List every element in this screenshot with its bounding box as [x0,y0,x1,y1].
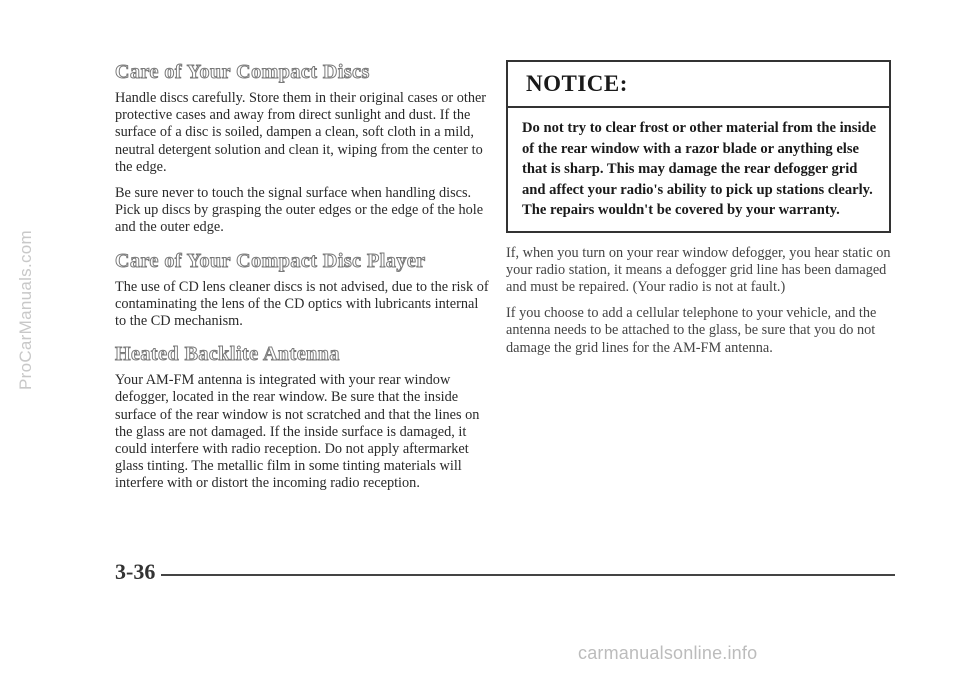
right-text [506,245,891,357]
paragraph: If, when you turn on your rear window defogger, you hear static on your radio station, it means a defogger grid line has been damaged and must be repaired. (Your radio is not at fault.) [506,244,891,295]
side-watermark: ProCarManuals.com [16,229,35,391]
paragraph: Be sure never to touch the signal surface when handling discs. Pick up discs by grasping the outer edges or the edge of the hole and the outer edge. [115,185,484,236]
section-title-player: Care of Your Compact Disc Player [115,249,426,272]
left-column [115,60,490,502]
page-footer [115,560,895,584]
bottom-watermark: carmanualsonline.info [578,643,758,663]
page-number: 3-36 [115,559,156,584]
notice-box [506,60,891,233]
paragraph: The use of CD lens cleaner discs is not advised, due to the risk of contaminating the lens of the CD optics with lubricants internal to the CD mechanism. [115,278,489,330]
section-title-antenna: Heated Backlite Antenna [115,343,340,366]
paragraph: If you choose to add a cellular telephone to your vehicle, and the antenna needs to be attached to the glass, be sure that you do not damage the grid lines for the AM-FM antenna. [506,305,877,356]
notice-heading: NOTICE: [508,62,889,108]
paragraph: Handle discs carefully. Store them in their original cases or other protective cases and away from direct sunlight and dust. If the surface of a disc is soiled, dampen a clean, soft cloth in a mild, neutral detergent solution and clean it, wiping from the center to the edge. [115,90,487,175]
paragraph: Your AM-FM antenna is integrated with your rear window defogger, located in the rear window. Be sure that the inside surface of the rear window is not scratched and that the lines on the glass are not damaged. If the inside surface is damaged, it could interfere with radio reception. Do not apply aftermarket glass tinting. The metallic film in some tinting materials will interfere with or distort the incoming radio reception. [115,372,480,492]
section-title-discs: Care of Your Compact Discs [115,61,370,83]
footer-rule [161,574,895,576]
right-column [506,60,891,366]
notice-text: Do not try to clear frost or other material from the inside of the rear window with a razor blade or anything else that is sharp. This may damage the rear defogger grid and affect your radio's ability to pick up stations clearly. The repairs wouldn't be covered by your warranty. [522,120,877,218]
